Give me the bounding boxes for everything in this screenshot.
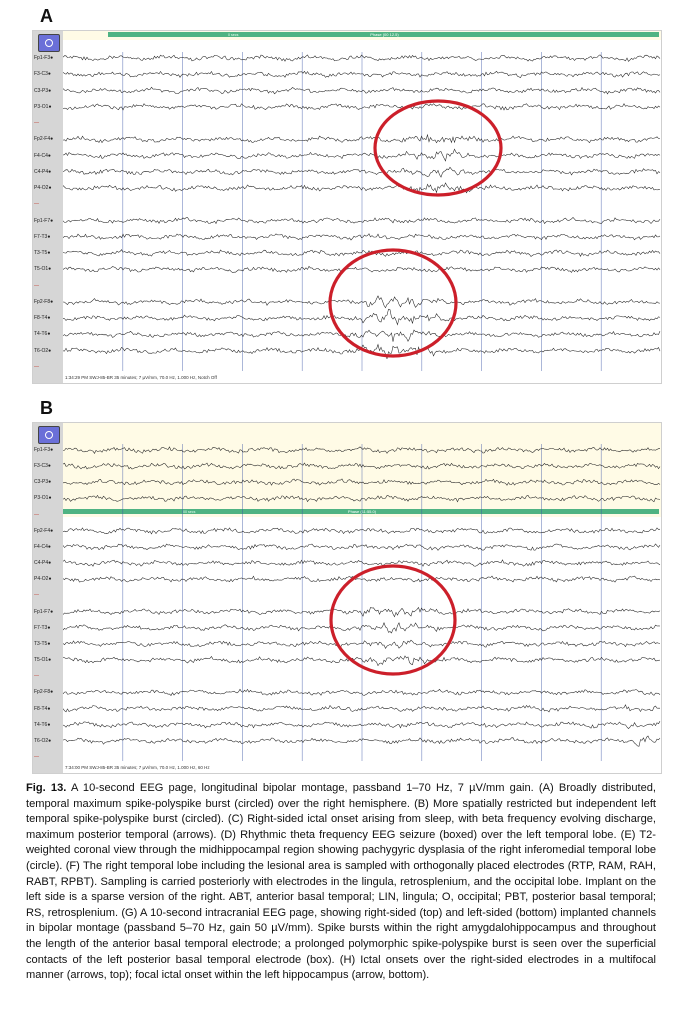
eeg-trace xyxy=(63,640,660,648)
channel-label: — xyxy=(34,673,39,680)
caption-label: Fig. 13. xyxy=(26,782,67,794)
montage-icon[interactable] xyxy=(38,34,60,52)
eeg-trace xyxy=(63,296,660,308)
burst-circle xyxy=(375,101,501,195)
channel-label: F8-T4● xyxy=(34,315,51,322)
channel-label: F7-T3● xyxy=(34,624,51,631)
eeg-trace xyxy=(63,167,660,177)
channel-label: Fp1-F3● xyxy=(34,447,54,453)
caption-text: A 10-second EEG page, longitudinal bipolar montage, passband 1–70 Hz, 7 µV/mm gain. (A) Broadly distributed, temporal maximum spike-polyspike burst (circled) over the right hemisphere. (B) More spatially restricted but independent left temporal spike-polyspike burst (circled). (C) Right-sided ictal onset arising from sleep, with beta frequency evolving discharge, maximum posterior temporal (arrows). (D) Rhythmic theta frequency EEG seizure (boxed) over the left temporal lobe. (E) T2-weighted coronal view through the midhippocampal region showing pachygyric dysplasia of the right inferomedial temporal lobe (circle). (F) The right temporal lobe including the lesional area is sampled with orthogonally placed electrodes (RTP, RAM, RAH, RABT, RPBT). Sampling is carried posteriorly with electrodes in the lingula, retrosplenium, and the occipital lobe. Implant on the left side is a sparse version of the right. ABT, anterior basal temporal; LIN, lingula; O, occipital; PBT, posterior basal temporal; RS, retrosplenium. (G) A 10-second intracranial EEG page, showing right-sided (top) and left-sided (bottom) implanted channels in bipolar montage (passband 5–70 Hz, gain 50 µV/mm). Spike bursts within the right amygdalohippocampus and throughout the length of the anterior basal temporal electrode; a prolonged polymorphic spike-polyspike burst is seen over the superficial contacts of the left posterior basal temporal electrode (box). (H) Ictal onsets over the right-sided electrodes in a multifocal manner (arrows, top); focal ictal onset within the left hippocampus (arrow, bottom). xyxy=(26,782,656,982)
eeg-trace xyxy=(63,656,660,666)
eeg-trace xyxy=(63,576,660,582)
channel-label: Fp2-F8● xyxy=(34,689,54,696)
channel-label: P4-O2● xyxy=(34,185,52,192)
channel-label: P3-O1● xyxy=(34,103,52,110)
eeg-trace xyxy=(63,560,660,566)
channel-label: P3-O1● xyxy=(34,495,52,502)
channel-label: T5-O1● xyxy=(34,266,52,273)
eeg-panel-a xyxy=(32,30,662,384)
eeg-trace xyxy=(63,104,660,110)
channel-label: P4-O2● xyxy=(34,576,52,583)
channel-label: F7-T3● xyxy=(34,233,51,240)
channel-label: F3-C3● xyxy=(34,71,51,78)
channel-label: F3-C3● xyxy=(34,463,51,470)
eeg-trace xyxy=(63,689,660,695)
eeg-traces xyxy=(33,31,661,383)
recording-footer: 1:34:29 PM SWJ-85-BR 35 minutes; 7 µV/mm, 70.0 Hz, 1.000 Hz, Notch Off xyxy=(65,375,217,380)
montage-icon[interactable] xyxy=(38,426,60,444)
eeg-trace xyxy=(63,309,660,325)
channel-label: C4-P4● xyxy=(34,168,52,175)
channel-label: — xyxy=(34,120,39,127)
channel-label: T5-O1● xyxy=(34,657,52,664)
channel-label: T4-T6● xyxy=(34,721,51,728)
channel-label: — xyxy=(34,201,39,208)
channel-label: — xyxy=(34,754,39,760)
channel-label: Fp2-F8● xyxy=(34,298,54,305)
eeg-trace xyxy=(63,217,660,223)
eeg-trace xyxy=(63,736,660,746)
channel-label: F8-T4● xyxy=(34,705,51,712)
eeg-trace xyxy=(63,607,660,616)
channel-label: Fp1-F7● xyxy=(34,608,54,615)
burst-circle xyxy=(331,566,455,674)
phase-label: Phase (00 12.5) xyxy=(370,32,399,38)
eeg-trace xyxy=(63,234,660,240)
eeg-trace xyxy=(63,183,660,193)
tick-label: 0 secs xyxy=(228,33,239,38)
channel-label: T4-T6● xyxy=(34,331,51,338)
eeg-trace xyxy=(63,705,660,712)
panel-b-letter: B xyxy=(40,398,53,418)
eeg-trace xyxy=(63,721,660,728)
channel-label-column xyxy=(33,423,63,773)
channel-label: — xyxy=(34,282,39,289)
eeg-trace xyxy=(63,266,660,272)
channel-label: C3-P3● xyxy=(34,87,52,94)
channel-label: Fp2-F4● xyxy=(34,136,54,143)
eeg-trace xyxy=(63,149,660,161)
tick-label: 00 secs xyxy=(183,510,196,515)
phase-label: Phase (11:55.0) xyxy=(347,509,377,515)
channel-label: — xyxy=(34,511,39,518)
eeg-trace xyxy=(63,71,660,77)
channel-label: Fp2-F4● xyxy=(34,527,54,534)
eeg-trace xyxy=(63,528,660,534)
channel-label-column xyxy=(33,31,63,383)
eeg-panel-b xyxy=(32,422,662,774)
eeg-traces xyxy=(33,423,661,773)
channel-label: F4-C4● xyxy=(34,543,51,550)
eeg-trace xyxy=(63,544,660,550)
eeg-trace xyxy=(63,87,660,94)
eeg-trace xyxy=(63,330,660,342)
channel-label: C4-P4● xyxy=(34,560,52,567)
eeg-trace xyxy=(63,135,660,143)
channel-label: Fp1-F3● xyxy=(34,55,54,61)
channel-label: T3-T5● xyxy=(34,640,51,647)
recording-footer: 7:34:00 PM SWJ-85-BR 35 minutes; 7 µV/mm, 70.0 Hz, 1.000 Hz, 60 Hz xyxy=(65,765,210,770)
channel-label: — xyxy=(34,592,39,599)
channel-label: T3-T5● xyxy=(34,250,51,257)
channel-label: F4-C4● xyxy=(34,152,51,159)
eeg-trace xyxy=(63,55,660,62)
channel-label: Fp1-F7● xyxy=(34,217,54,224)
channel-label: T6-O2● xyxy=(34,347,52,354)
channel-label: — xyxy=(34,364,39,370)
figure-caption xyxy=(26,781,656,984)
eeg-trace xyxy=(63,345,660,359)
eeg-trace xyxy=(63,623,660,633)
channel-label: T6-O2● xyxy=(34,737,52,744)
channel-label: C3-P3● xyxy=(34,479,52,486)
panel-a-letter: A xyxy=(40,6,53,26)
